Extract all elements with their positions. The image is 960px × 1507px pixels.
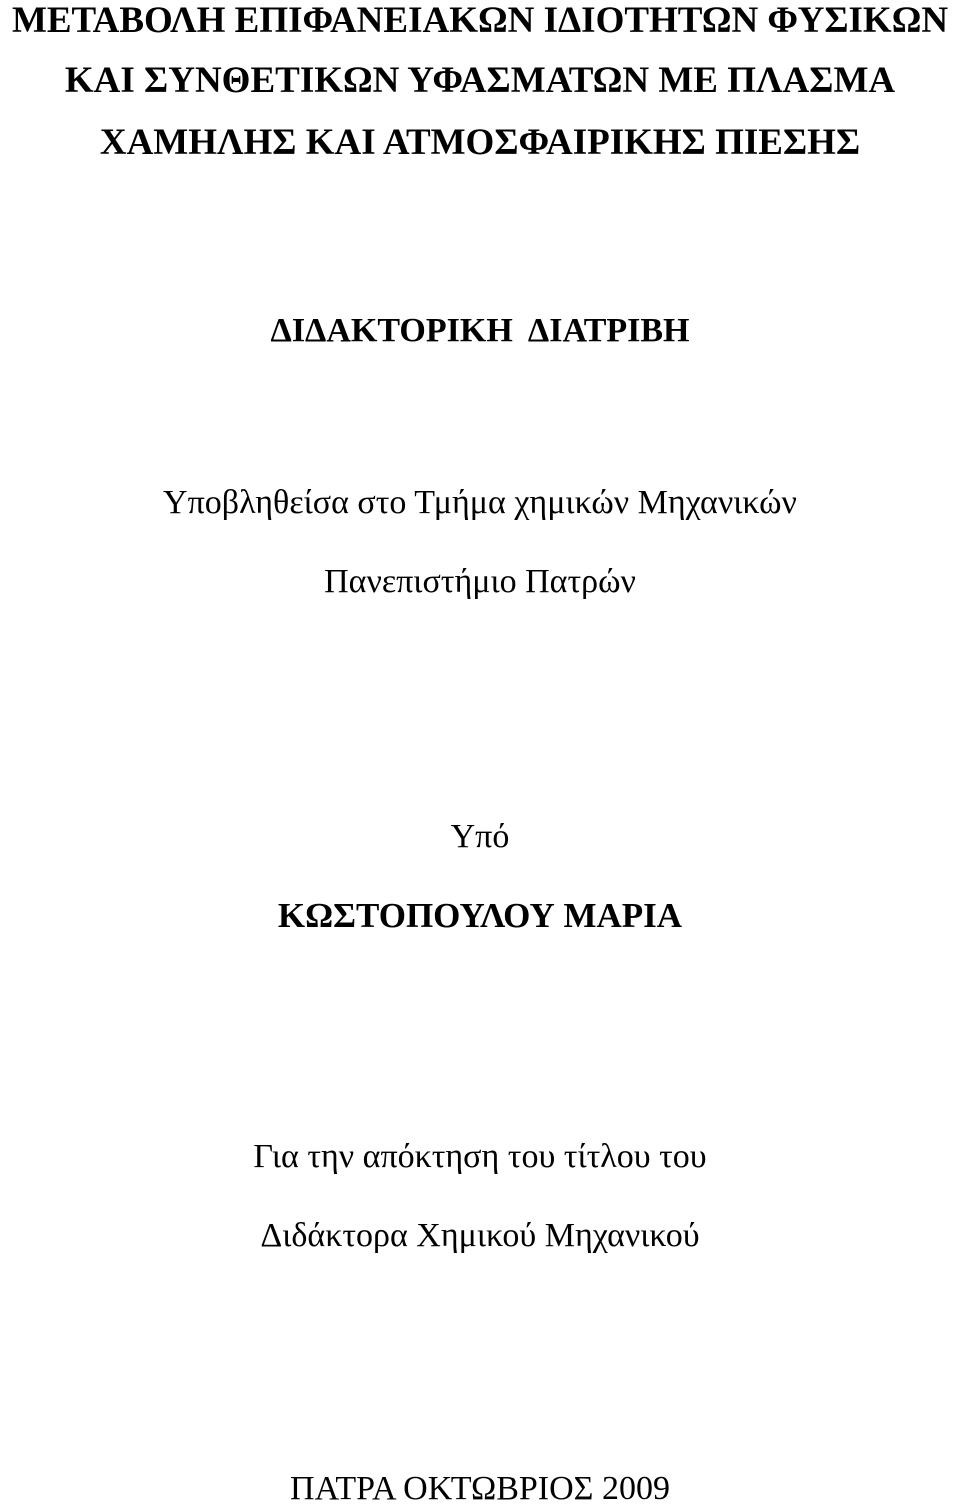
author-by-label: Υπό: [450, 818, 510, 855]
place-and-date: ΠΑΤΡΑ ΟΚΤΩΒΡΙΟΣ 2009: [290, 1470, 670, 1507]
thesis-title-line-3: ΧΑΜΗΛΗΣ ΚΑΙ ΑΤΜΟΣΦΑΙΡΙΚΗΣ ΠΙΕΣΗΣ: [99, 122, 861, 163]
submission-department: Υποβληθείσα στο Τμήμα χημικών Μηχανικών: [163, 484, 797, 521]
purpose-line-2: Διδάκτορα Χημικού Μηχανικού: [260, 1217, 700, 1254]
thesis-title-line-2: ΚΑΙ ΣΥΝΘΕΤΙΚΩΝ ΥΦΑΣΜΑΤΩΝ ΜΕ ΠΛΑΣΜΑ: [64, 60, 896, 101]
document-type: ΔΙΔΑΚΤΟΡΙΚΗ ΔΙΑΤΡΙΒΗ: [270, 312, 690, 349]
author-name: ΚΩΣΤΟΠΟΥΛΟΥ ΜΑΡΙΑ: [277, 896, 683, 935]
submission-university: Πανεπιστήμιο Πατρών: [324, 563, 636, 600]
thesis-title-line-1: ΜΕΤΑΒΟΛΗ ΕΠΙΦΑΝΕΙΑΚΩΝ ΙΔΙΟΤΗΤΩΝ ΦΥΣΙΚΩΝ: [11, 0, 949, 41]
purpose-line-1: Για την απόκτηση του τίτλου του: [253, 1138, 707, 1175]
